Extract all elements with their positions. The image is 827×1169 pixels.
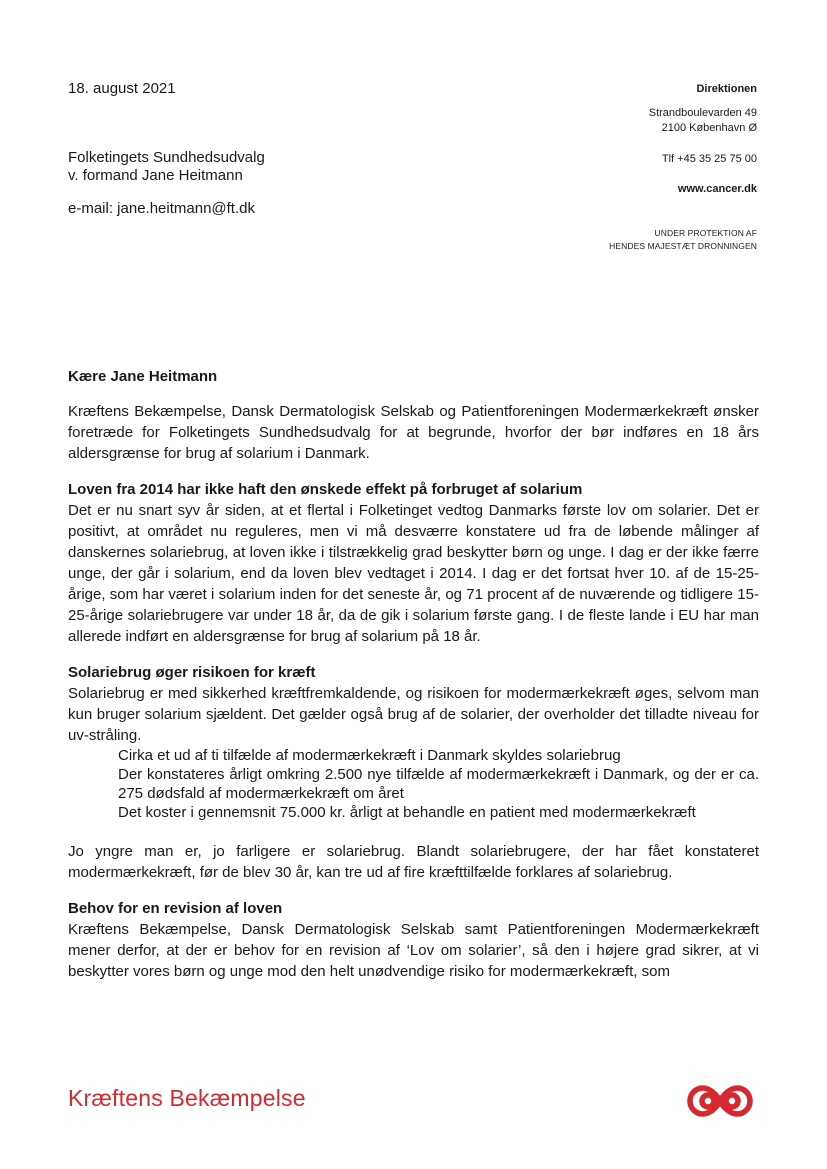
protection-line-2: HENDES MAJESTÆT DRONNINGEN — [609, 241, 757, 251]
sender-city: 2100 København Ø — [661, 122, 757, 134]
section-heading-law: Loven fra 2014 har ikke haft den ønskede effekt på forbruget af solarium — [68, 481, 583, 498]
protection-line-1: UNDER PROTEKTION AF — [654, 228, 757, 238]
brand-wordmark: Kræftens Bekæmpelse — [68, 1085, 306, 1111]
letter-date: 18. august 2021 — [68, 80, 176, 97]
risk-facts-list — [68, 746, 759, 822]
list-item: Det koster i gennemsnit 75.000 kr. årligt at behandle en patient med modermærkekræft — [118, 804, 696, 821]
list-item: Der konstateres årligt omkring 2.500 nye tilfælde af modermærkekræft i Danmark, og der er ca. 275 dødsfald af modermærkekræft om året — [118, 766, 759, 802]
section-text-age: Jo yngre man er, jo farligere er solariebrug. Blandt solariebrugere, der har fået konstateret modermærkekræft, før de blev 30 år, kan tre ud af fire kræfttilfælde forklares af solariebrug. — [68, 843, 759, 881]
letter-body — [68, 366, 759, 982]
sender-phone: Tlf +45 35 25 75 00 — [661, 153, 757, 165]
sender-street: Strandboulevarden 49 — [648, 107, 757, 119]
section-text-revision: Kræftens Bekæmpelse, Dansk Dermatologisk Selskab samt Patientforeningen Modermærkekræft mener derfor, at der er behov for en revision af ‘Lov om solarier’, så den i højere grad sikrer, at vi beskytter vores børn og unge mod den helt unødvendige risiko for modermærkekræft, som — [68, 921, 759, 980]
section-text-law: Det er nu snart syv år siden, at et flertal i Folketinget vedtog Danmarks første lov om solarier. Det er positivt, at området nu reguleres, men vi må desværre konstatere ud fra de løbende målinger af danskernes solariebrug, at loven ikke i tilstrækkelig grad beskytter børn og unge. I dag er der ikke færre unge, der går i solarium, end da loven blev vedtaget i 2014. I dag er det fortsat hver 10. af de 15-25-årige, som har været i solarium inden for det seneste år, og 71 procent af de nuværende og tidligere 15-25-årige solariebrugere var under 18 år, da de gik i solarium første gang. I de fleste lande i EU har man allerede indført en aldersgrænse for brug af solarium på 18 år. — [68, 502, 759, 645]
royal-protection-note — [609, 227, 757, 253]
sender-department: Direktionen — [696, 83, 757, 95]
recipient-name: Folketingets Sundhedsudvalg — [68, 149, 265, 166]
intro-paragraph: Kræftens Bekæmpelse, Dansk Dermatologisk Selskab og Patientforeningen Modermærkekræft ønsker foretræde for Folketingets Sundhedsudvalg for at begrunde, hvorfor der bør indføres en 18 års aldersgrænse for brug af solarium i Danmark. — [68, 403, 759, 462]
section-text-risk: Solariebrug er med sikkerhed kræftfremkaldende, og risikoen for modermærkekræft øges, selvom man kun bruger solarium sjældent. Det gælder også brug af de solarier, der overholder det tilladte niveau for uv-stråling. — [68, 685, 759, 744]
letter-greeting: Kære Jane Heitmann — [68, 368, 218, 385]
section-heading-revision: Behov for en revision af loven — [68, 900, 283, 917]
recipient-block — [68, 149, 265, 185]
section-heading-risk: Solariebrug øger risikoen for kræft — [68, 664, 316, 681]
list-item: Cirka et ud af ti tilfælde af modermærkekræft i Danmark skyldes solariebrug — [118, 747, 621, 764]
recipient-email: e-mail: jane.heitmann@ft.dk — [68, 200, 255, 217]
sender-address — [649, 106, 757, 136]
kb-infinity-logo-icon — [684, 1080, 756, 1127]
sender-website: www.cancer.dk — [677, 183, 757, 195]
recipient-attention: v. formand Jane Heitmann — [68, 167, 243, 184]
